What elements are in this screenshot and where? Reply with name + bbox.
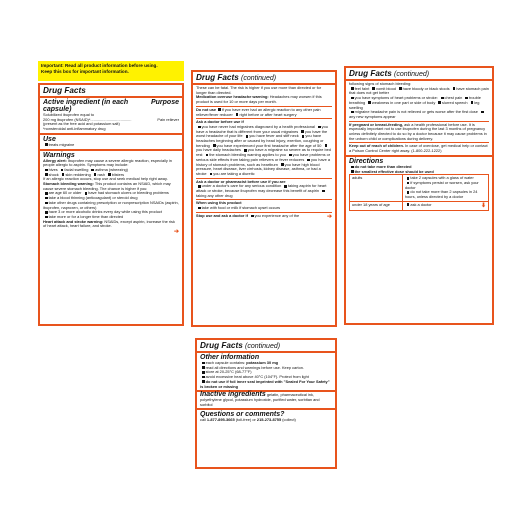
allergy-head: Allergy alert: [43,157,67,163]
heart-text: NSAIDs, except aspirin, increase the risk of heart attack, heart failure, and stroke. [43,218,175,229]
risk-item: are age 60 or older [48,190,82,196]
square-bullet-icon [91,169,94,172]
q-mid: (toll-free) or [234,417,257,423]
adults-directions-cell [402,175,488,202]
sign-item: have stomach pain that does not get better [349,85,489,96]
inactive-ingredients-section [197,390,335,408]
p3-intro: following signs of stomach bleeding: [349,81,412,86]
table-row [350,201,489,210]
heart-intro: you have symptoms of heart problems or stroke: [354,95,438,101]
ask-item: the stomach bleeding warning applies to you [209,152,286,158]
drug-facts-panel-2 [191,70,337,327]
square-bullet-icon [481,111,484,114]
warnings-section [40,149,182,237]
square-bullet-icon [202,371,205,374]
ask-item: you have a headache that is different from your usual migraines [196,123,328,134]
use-item: treats migraine [48,141,75,147]
under18-item: ask a doctor [410,201,432,207]
oi-item: store at 20-25°C (68-77°F) [205,369,252,375]
drug-facts-panel-1 [38,83,184,326]
heart-item: leg swelling [349,99,480,110]
do-not-use-item: if you have ever had an allergic reaction to any other pain reliever/fever reducer [196,106,321,117]
ask-item: you are taking a diuretic [213,170,255,176]
square-bullet-icon [251,215,254,218]
active-ingredient-section [40,96,182,133]
stop-use-head: Stop use and ask a doctor if [196,212,248,218]
square-bullet-icon [45,143,48,146]
continued-label: (continued) [394,71,430,78]
square-bullet-icon [368,101,371,104]
ask2-item: taking any other drug [196,192,233,198]
ask-item: you have headaches beginning after or caused by head injury, exertion, coughing or bending [196,133,324,148]
square-bullet-icon [202,362,205,365]
purpose-title: Purpose [150,99,179,106]
square-bullet-icon [198,207,201,210]
ask-item: you have a history of stomach problems, such as heartburn [196,156,330,167]
p2-intro: These can be fatal. The risk is higher if you use more than directed or for longer than directed. [196,85,322,95]
ask-item: you have the worst headache of your life [196,128,328,139]
heart-item: weakness in one part or side of body [371,99,436,105]
ask-item: you have experienced your first headache after the age of 50 [216,142,322,148]
square-bullet-icon [210,173,213,176]
keep-out-text: In case of overdose, get medical help or contact a Poison Control Center right away. (1-800-222-1222) [349,143,488,154]
symptom: facial swelling [64,166,89,172]
adult-item: do not take more than 2 capsules in 24 hours, unless directed by a doctor [404,189,478,200]
risk-item: take a blood thinning (anticoagulant) or steroid drug [48,195,138,201]
under-18-directions-cell [402,201,488,210]
square-bullet-icon [61,169,64,172]
heart-item: chest pain [444,95,463,101]
square-bullet-icon [471,101,474,104]
pregnant-head: If pregnant or breast-feeding, [349,121,404,127]
square-bullet-icon [45,192,48,195]
ai-line-1: Solubilized ibuprofen equal to [43,112,95,117]
warnings-cont-section [193,83,335,221]
when-item: take with food or milk if stomach upset occurs [201,205,281,211]
pregnant-text: ask a health professional before use. It is especially important not to use ibuprofen during the last 3 months of pregnancy unless definitely directed to do so by a doctor because it may cause problems in the unborn child or complications during delivery. [349,121,487,141]
sign-item: have bloody or black stools [402,85,450,91]
ask-item: you have fever and stiff neck [249,133,299,139]
square-bullet-icon [438,101,441,104]
warnings-title: Warnings [43,151,75,159]
ask-doctor-head: Ask a doctor before use if [196,119,244,125]
symptom: hives [48,166,58,172]
continued-label: (continued) [245,343,281,350]
heart-head: Heart attack and stroke warning: [43,218,104,224]
square-bullet-icon [45,211,48,214]
ask-item: you have a migraine so severe as to require bed rest [196,147,331,158]
risk-item: take more or for a longer time than directed [48,213,124,219]
do-not-use-head: Do not use [196,106,217,112]
panel-title: Drug Facts [349,69,392,78]
stomach-text: This product contains an NSAID, which may cause severe stomach bleeding. The chance is higher if you: [43,181,171,191]
potassium-value: potassium 30 mg [246,360,279,365]
square-bullet-icon [453,87,456,90]
symptom: skin reddening [65,171,91,177]
square-bullet-icon [202,366,205,369]
oi-item: read all directions and warnings before use. Keep carton. [205,364,304,370]
banner-line-1: Important: Read all product information before using. [41,63,158,68]
questions-section [197,408,335,424]
symptom: blisters [111,171,125,177]
active-ingredient-title: Active ingredient (in each capsule) [43,99,129,113]
more-item: any new symptoms appear [349,113,396,119]
inactive-title: Inactive ingredients [200,391,266,399]
symptom: rash [97,171,106,177]
ask-item: you have daily headaches [196,147,241,153]
directions-section [346,155,492,212]
panel-title: Drug Facts [200,341,243,350]
banner-line-2: Keep this box for important information. [41,68,129,74]
under-18-cell: under 18 years of age [350,201,403,210]
oi-item: do not use if foil inner seal imprinted with "Sealed For Your Safety" is broken or missing [200,378,330,389]
q-end: (collect) [281,417,296,423]
adult-item: if symptoms persist or worsen, ask your doctor [404,179,479,190]
keep-out-head: Keep out of reach of children. [349,143,404,149]
ai-purpose: Pain reliever [157,116,179,122]
when-using-head: When using this product [196,200,242,206]
ask-item: you have problems or serious side effects from taking pain relievers or fever reducers [196,152,331,162]
heart-item: slurred speech [441,99,468,105]
use-title: Use [43,135,56,143]
risk-item: take other drugs containing prescription or nonprescription NSAIDs (aspirin, ibuprofen, naproxen, or others) [43,199,179,210]
sign-item: feel faint [354,85,370,91]
continued-label: (continued) [241,75,277,82]
ask-item: you have never had migraines diagnosed by a health professional [201,123,315,129]
phone-toll-free[interactable]: 1-877-895-3665 [206,417,235,423]
inactive-text: gelatin, pharmaceutical ink, polyethylene glycol, potassium hydroxide, purified water, sorbitan and sorbitol [200,392,320,407]
ai-line-4: *nonsteroidal anti-inflammatory drug [43,126,106,132]
square-bullet-icon [301,130,304,133]
use-section [40,133,182,149]
warnings-cont-section [346,79,492,155]
panel-title: Drug Facts [43,86,86,95]
panel-title: Drug Facts [196,73,239,82]
direction-item: do not take more than directed [354,163,412,169]
drug-facts-panel-4 [195,338,337,469]
ai-line-2: 200 mg ibuprofen (NSAID)* [43,116,91,122]
sign-item: vomit blood [376,85,396,91]
ask-item: you have high blood pressure, heart disease, liver cirrhosis, kidney disease, asthma, or had a stroke [196,161,321,176]
drug-facts-panel-3 [344,66,494,325]
ask2-item: taking aspirin for heart attack or stroke, because ibuprofen may decrease this benefit of aspirin [196,183,327,194]
square-bullet-icon [322,190,325,193]
symptom: shock [48,171,59,177]
right-arrow-icon: ➔ [326,213,332,220]
square-bullet-icon [399,87,402,90]
right-arrow-icon: ➔ [173,229,179,236]
ai-dots: ...................................... [90,117,132,122]
oi-item: avoid excessive heat above 40°C (104°F). Protect from light [205,374,309,380]
risk-item: have 3 or more alcoholic drinks every day while using this product [48,209,162,215]
directions-table [349,174,489,211]
other-info-title: Other information [200,354,260,361]
heart-item: trouble breathing [349,95,481,105]
moh-text: Headaches may worsen if this product is used for 10 or more days per month. [196,94,322,105]
ask-pharmacist-head: Ask a doctor or pharmacist before use if you are [196,178,286,184]
q-pre: call [200,417,207,423]
more-item: migraine headache pain is not relieved or gets worse after the first dose [354,109,478,115]
moh-head: Medication overuse headache warning: [196,94,269,100]
square-bullet-icon [351,166,354,169]
ai-line-3: (present as the free acid and potassium salt) [43,121,120,127]
stomach-head: Stomach bleeding warning: [43,181,94,187]
table-row [350,175,489,202]
square-bullet-icon [351,170,354,173]
allergy-end: If an allergic reaction occurs, stop use and seek medical help right away. [43,176,168,182]
directions-title: Directions [349,157,384,165]
stop-item: you experience any of the [254,212,300,218]
direction-item: the smallest effective dose should be used [354,168,434,174]
down-arrow-icon: ⬇ [480,202,486,209]
ask2-item: under a doctor's care for any serious condition [201,183,282,189]
square-bullet-icon [45,197,48,200]
adults-cell: adults [350,175,403,202]
phone-collect[interactable]: 215-273-8755 [256,417,282,423]
other-information-section [197,351,335,390]
oi-item: each capsule contains: [205,360,247,365]
allergy-text: Ibuprofen may cause a severe allergic reaction, especially in people allergic to aspirin. Symptoms may include: [43,157,172,168]
risk-item: have had stomach ulcers or bleeding problems [88,190,169,196]
important-banner [38,61,184,81]
square-bullet-icon [202,376,205,379]
square-bullet-icon [45,169,48,172]
symptom: asthma (wheezing) [95,166,128,172]
do-not-use-item: right before or after heart surgery [239,111,297,117]
questions-title: Questions or comments? [200,411,285,419]
adult-item: take 2 capsules with a glass of water [410,175,474,181]
